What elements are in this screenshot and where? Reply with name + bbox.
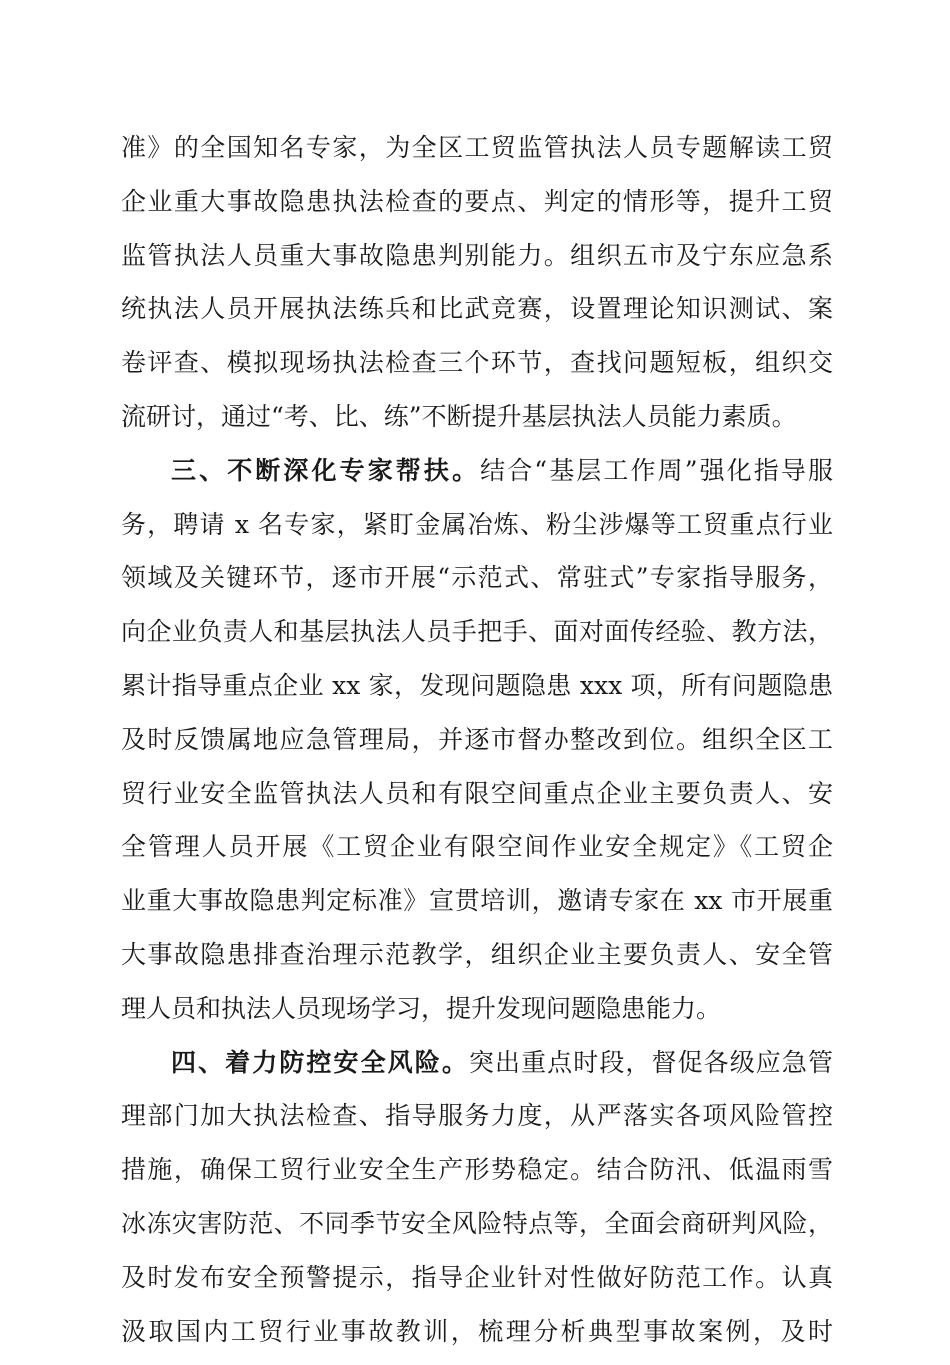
text-line: 及时发布安全预警提示，指导企业针对性做好防范工作。认真 — [121, 1262, 833, 1292]
section-three-lead-text: 结合“基层工作周”强化指导服 — [480, 455, 833, 485]
section-four-lead-text: 突出重点时段，督促各级应急管 — [468, 1047, 833, 1077]
text-line: 领域及关键环节，逐市开展“示范式、常驻式”专家指导服务， — [121, 563, 833, 593]
text-line: 企业重大事故隐患执法检查的要点、判定的情形等，提升工贸 — [121, 186, 833, 216]
text-line: 监管执法人员重大事故隐患判别能力。组织五市及宁东应急系 — [121, 240, 833, 270]
paragraph-continuation — [121, 128, 833, 451]
text-line: 理人员和执法人员现场学习，提升发现问题隐患能力。 — [121, 993, 722, 1023]
text-line: 汲取国内工贸行业事故教训，梳理分析典型事故案例，及时 — [121, 1316, 833, 1346]
text-line: 累计指导重点企业 xx 家，发现问题隐患 xxx 项，所有问题隐患 — [121, 670, 833, 700]
text-line: 措施，确保工贸行业安全生产形势稳定。结合防汛、低温雨雪 — [121, 1155, 833, 1185]
text-line: 务，聘请 x 名专家，紧盯金属冶炼、粉尘涉爆等工贸重点行业 — [121, 509, 833, 539]
section-three-paragraph — [121, 451, 833, 1043]
text-line: 向企业负责人和基层执法人员手把手、面对面传经验、教方法， — [121, 617, 833, 647]
document-body — [121, 128, 833, 1365]
section-four-heading: 四、着力防控安全风险。 — [171, 1047, 469, 1077]
text-line: 大事故隐患排查治理示范教学，组织企业主要负责人、安全管 — [121, 939, 833, 969]
text-line: 全管理人员开展《工贸企业有限空间作业安全规定》《工贸企 — [121, 832, 833, 862]
section-first-line — [121, 1043, 833, 1097]
text-line: 统执法人员开展执法练兵和比武竞赛，设置理论知识测试、案 — [121, 294, 833, 324]
text-line: 及时反馈属地应急管理局，并逐市督办整改到位。组织全区工 — [121, 724, 833, 754]
text-line: 冰冻灾害防范、不同季节安全风险特点等，全面会商研判风险， — [121, 1208, 833, 1238]
text-line: 流研讨，通过“考、比、练”不断提升基层执法人员能力素质。 — [121, 401, 797, 431]
section-four-paragraph — [121, 1043, 833, 1365]
text-line: 卷评查、模拟现场执法检查三个环节，查找问题短板，组织交 — [121, 348, 833, 378]
text-line: 准》的全国知名专家，为全区工贸监管执法人员专题解读工贸 — [121, 133, 833, 162]
text-line: 理部门加大执法检查、指导服务力度，从严落实各项风险管控 — [121, 1101, 833, 1131]
section-first-line — [121, 451, 833, 505]
text-line: 业重大事故隐患判定标准》宣贯培训，邀请专家在 xx 市开展重 — [121, 886, 833, 916]
text-line: 贸行业安全监管执法人员和有限空间重点企业主要负责人、安 — [121, 778, 833, 808]
section-three-heading: 三、不断深化专家帮扶。 — [171, 455, 481, 485]
